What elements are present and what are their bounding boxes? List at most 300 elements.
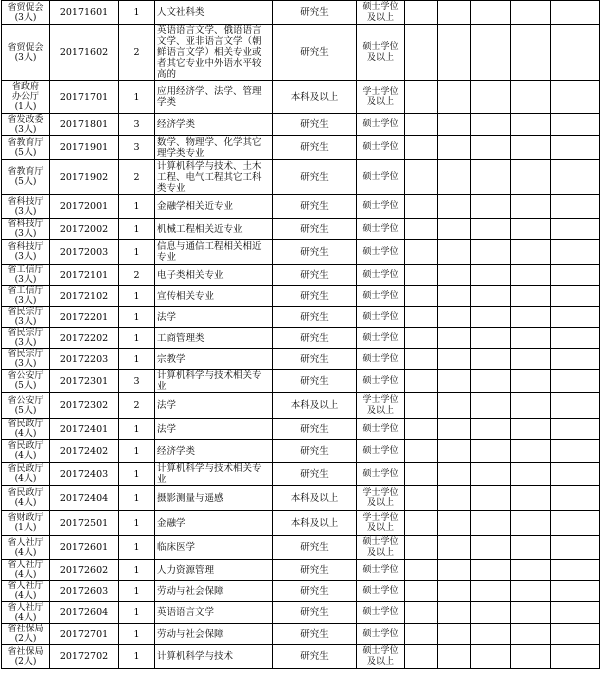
major-cell: 计算机科学与技术相关专业 (155, 463, 273, 486)
major-cell: 英语语言文学、俄语语言文学、亚非语言文学（朝鲜语言文学）相关专业或者其它专业中外语水平较高的 (155, 25, 273, 81)
empty-cell (405, 25, 438, 81)
headcount-cell: 1 (119, 286, 155, 307)
empty-cell (511, 511, 551, 536)
empty-cell (511, 25, 551, 81)
empty-cell (405, 265, 438, 286)
table-row (2, 440, 600, 463)
empty-cell (511, 440, 551, 463)
position-code-cell: 20171601 (50, 1, 119, 25)
degree-cell: 硕士学位 (357, 581, 405, 602)
position-code-cell: 20172101 (50, 265, 119, 286)
table-row (2, 160, 600, 195)
empty-cell (551, 307, 600, 328)
empty-cell (405, 511, 438, 536)
empty-cell (405, 440, 438, 463)
position-code-cell: 20172001 (50, 195, 119, 219)
education-cell: 研究生 (273, 536, 357, 560)
table-body (2, 1, 600, 669)
empty-cell (471, 160, 511, 195)
headcount-cell: 3 (119, 136, 155, 160)
empty-cell (511, 265, 551, 286)
major-cell: 机械工程相关近专业 (155, 219, 273, 240)
degree-cell: 硕士学位 (357, 286, 405, 307)
position-code-cell: 20172003 (50, 240, 119, 265)
headcount-cell: 1 (119, 419, 155, 440)
education-cell: 本科及以上 (273, 81, 357, 114)
degree-cell: 学士学位 及以上 (357, 511, 405, 536)
education-cell: 研究生 (273, 307, 357, 328)
table-row (2, 240, 600, 265)
empty-cell (511, 645, 551, 669)
empty-cell (471, 286, 511, 307)
headcount-cell: 2 (119, 265, 155, 286)
headcount-cell: 1 (119, 560, 155, 581)
major-cell: 劳动与社会保障 (155, 581, 273, 602)
empty-cell (511, 286, 551, 307)
empty-cell (438, 265, 471, 286)
major-cell: 经济学类 (155, 114, 273, 136)
empty-cell (471, 419, 511, 440)
department-cell: 省人社厅 (4人) (2, 581, 50, 602)
degree-cell: 硕士学位 (357, 160, 405, 195)
empty-cell (438, 160, 471, 195)
empty-cell (551, 370, 600, 393)
empty-cell (511, 307, 551, 328)
empty-cell (551, 349, 600, 370)
empty-cell (471, 440, 511, 463)
empty-cell (471, 536, 511, 560)
table-row (2, 286, 600, 307)
empty-cell (405, 160, 438, 195)
empty-cell (471, 393, 511, 419)
empty-cell (551, 240, 600, 265)
major-cell: 人文社科类 (155, 1, 273, 25)
empty-cell (405, 624, 438, 645)
education-cell: 研究生 (273, 560, 357, 581)
empty-cell (405, 286, 438, 307)
department-cell: 省政府 办公厅 (1人) (2, 81, 50, 114)
empty-cell (438, 195, 471, 219)
empty-cell (438, 511, 471, 536)
empty-cell (471, 25, 511, 81)
table-row (2, 511, 600, 536)
empty-cell (438, 393, 471, 419)
empty-cell (471, 328, 511, 349)
education-cell: 研究生 (273, 265, 357, 286)
empty-cell (551, 81, 600, 114)
empty-cell (438, 560, 471, 581)
empty-cell (471, 265, 511, 286)
position-code-cell: 20172403 (50, 463, 119, 486)
position-code-cell: 20172203 (50, 349, 119, 370)
education-cell: 研究生 (273, 624, 357, 645)
degree-cell: 硕士学位 及以上 (357, 1, 405, 25)
headcount-cell: 1 (119, 328, 155, 349)
empty-cell (551, 1, 600, 25)
empty-cell (471, 219, 511, 240)
empty-cell (551, 602, 600, 624)
department-cell: 省人社厅 (4人) (2, 536, 50, 560)
table-row (2, 349, 600, 370)
position-code-cell: 20172202 (50, 328, 119, 349)
department-cell: 省社保局 (2人) (2, 645, 50, 669)
department-cell: 省民政厅 (4人) (2, 486, 50, 511)
table-row (2, 602, 600, 624)
empty-cell (405, 645, 438, 669)
major-cell: 经济学类 (155, 440, 273, 463)
position-code-cell: 20172002 (50, 219, 119, 240)
major-cell: 金融学相关近专业 (155, 195, 273, 219)
empty-cell (551, 536, 600, 560)
table-row (2, 624, 600, 645)
empty-cell (551, 624, 600, 645)
empty-cell (471, 624, 511, 645)
department-cell: 省教育厅 (5人) (2, 160, 50, 195)
department-cell: 省人社厅 (4人) (2, 602, 50, 624)
empty-cell (511, 219, 551, 240)
education-cell: 研究生 (273, 195, 357, 219)
major-cell: 计算机科学与技术相关专业 (155, 370, 273, 393)
education-cell: 研究生 (273, 328, 357, 349)
position-code-cell: 20172201 (50, 307, 119, 328)
degree-cell: 硕士学位 (357, 560, 405, 581)
empty-cell (511, 536, 551, 560)
empty-cell (551, 114, 600, 136)
education-cell: 本科及以上 (273, 511, 357, 536)
empty-cell (471, 370, 511, 393)
headcount-cell: 2 (119, 25, 155, 81)
major-cell: 法学 (155, 307, 273, 328)
empty-cell (405, 581, 438, 602)
table-row (2, 328, 600, 349)
empty-cell (438, 602, 471, 624)
empty-cell (471, 240, 511, 265)
empty-cell (438, 328, 471, 349)
position-code-cell: 20171901 (50, 136, 119, 160)
empty-cell (511, 393, 551, 419)
empty-cell (551, 393, 600, 419)
department-cell: 省发改委 (3人) (2, 114, 50, 136)
empty-cell (438, 25, 471, 81)
table-row (2, 419, 600, 440)
empty-cell (471, 114, 511, 136)
education-cell: 本科及以上 (273, 393, 357, 419)
empty-cell (405, 195, 438, 219)
table-row (2, 581, 600, 602)
degree-cell: 硕士学位 (357, 114, 405, 136)
empty-cell (405, 536, 438, 560)
empty-cell (551, 219, 600, 240)
empty-cell (511, 486, 551, 511)
education-cell: 研究生 (273, 602, 357, 624)
empty-cell (551, 560, 600, 581)
headcount-cell: 1 (119, 307, 155, 328)
empty-cell (511, 581, 551, 602)
headcount-cell: 1 (119, 511, 155, 536)
table-row (2, 219, 600, 240)
degree-cell: 学士学位 及以上 (357, 486, 405, 511)
empty-cell (511, 328, 551, 349)
position-code-cell: 20172402 (50, 440, 119, 463)
empty-cell (438, 1, 471, 25)
education-cell: 研究生 (273, 114, 357, 136)
education-cell: 研究生 (273, 440, 357, 463)
empty-cell (438, 370, 471, 393)
major-cell: 计算机科学与技术 (155, 645, 273, 669)
degree-cell: 硕士学位 及以上 (357, 536, 405, 560)
degree-cell: 硕士学位 (357, 265, 405, 286)
empty-cell (471, 511, 511, 536)
empty-cell (511, 349, 551, 370)
empty-cell (405, 136, 438, 160)
major-cell: 人力资源管理 (155, 560, 273, 581)
empty-cell (551, 511, 600, 536)
table-row (2, 536, 600, 560)
degree-cell: 学士学位 及以上 (357, 393, 405, 419)
education-cell: 研究生 (273, 219, 357, 240)
degree-cell: 硕士学位 (357, 195, 405, 219)
empty-cell (405, 560, 438, 581)
degree-cell: 硕士学位 (357, 624, 405, 645)
empty-cell (471, 349, 511, 370)
department-cell: 省民政厅 (4人) (2, 440, 50, 463)
major-cell: 数学、物理学、化学其它理学类专业 (155, 136, 273, 160)
department-cell: 省财政厅 (1人) (2, 511, 50, 536)
headcount-cell: 1 (119, 1, 155, 25)
table-row (2, 393, 600, 419)
empty-cell (551, 645, 600, 669)
recruitment-table (1, 0, 600, 669)
empty-cell (438, 219, 471, 240)
department-cell: 省民宗厅 (3人) (2, 328, 50, 349)
position-code-cell: 20172102 (50, 286, 119, 307)
education-cell: 研究生 (273, 463, 357, 486)
empty-cell (511, 136, 551, 160)
degree-cell: 硕士学位 及以上 (357, 645, 405, 669)
major-cell: 宗教学 (155, 349, 273, 370)
education-cell: 研究生 (273, 370, 357, 393)
empty-cell (438, 419, 471, 440)
education-cell: 研究生 (273, 286, 357, 307)
empty-cell (511, 602, 551, 624)
position-code-cell: 20171801 (50, 114, 119, 136)
empty-cell (405, 307, 438, 328)
empty-cell (511, 160, 551, 195)
degree-cell: 硕士学位 (357, 219, 405, 240)
empty-cell (405, 114, 438, 136)
empty-cell (405, 393, 438, 419)
position-code-cell: 20171902 (50, 160, 119, 195)
headcount-cell: 1 (119, 240, 155, 265)
empty-cell (438, 624, 471, 645)
empty-cell (471, 136, 511, 160)
position-code-cell: 20171701 (50, 81, 119, 114)
degree-cell: 硕士学位 (357, 370, 405, 393)
department-cell: 省科技厅 (3人) (2, 195, 50, 219)
empty-cell (551, 463, 600, 486)
empty-cell (405, 602, 438, 624)
empty-cell (511, 560, 551, 581)
department-cell: 省民政厅 (4人) (2, 419, 50, 440)
empty-cell (438, 440, 471, 463)
degree-cell: 硕士学位 (357, 440, 405, 463)
empty-cell (551, 265, 600, 286)
empty-cell (405, 219, 438, 240)
headcount-cell: 3 (119, 114, 155, 136)
table-row (2, 560, 600, 581)
education-cell: 研究生 (273, 25, 357, 81)
empty-cell (438, 286, 471, 307)
table-row (2, 463, 600, 486)
education-cell: 研究生 (273, 419, 357, 440)
empty-cell (405, 328, 438, 349)
empty-cell (511, 463, 551, 486)
major-cell: 信息与通信工程相关相近专业 (155, 240, 273, 265)
headcount-cell: 1 (119, 219, 155, 240)
empty-cell (405, 463, 438, 486)
empty-cell (511, 419, 551, 440)
table-row (2, 136, 600, 160)
major-cell: 金融学 (155, 511, 273, 536)
major-cell: 劳动与社会保障 (155, 624, 273, 645)
empty-cell (551, 286, 600, 307)
department-cell: 省贸促会 (3人) (2, 25, 50, 81)
major-cell: 临床医学 (155, 536, 273, 560)
table-row (2, 1, 600, 25)
empty-cell (511, 240, 551, 265)
position-code-cell: 20172702 (50, 645, 119, 669)
degree-cell: 硕士学位 (357, 419, 405, 440)
department-cell: 省科技厅 (3人) (2, 219, 50, 240)
major-cell: 宣传相关专业 (155, 286, 273, 307)
empty-cell (438, 349, 471, 370)
headcount-cell: 3 (119, 370, 155, 393)
empty-cell (471, 602, 511, 624)
position-code-cell: 20172603 (50, 581, 119, 602)
empty-cell (511, 114, 551, 136)
empty-cell (438, 463, 471, 486)
major-cell: 应用经济学、法学、管理学类 (155, 81, 273, 114)
table-row (2, 370, 600, 393)
department-cell: 省民政厅 (4人) (2, 463, 50, 486)
empty-cell (511, 624, 551, 645)
empty-cell (551, 160, 600, 195)
major-cell: 摄影测量与遥感 (155, 486, 273, 511)
department-cell: 省民宗厅 (3人) (2, 307, 50, 328)
degree-cell: 硕士学位 (357, 349, 405, 370)
table-row (2, 486, 600, 511)
position-code-cell: 20172404 (50, 486, 119, 511)
empty-cell (438, 486, 471, 511)
empty-cell (551, 419, 600, 440)
empty-cell (438, 645, 471, 669)
empty-cell (438, 81, 471, 114)
education-cell: 本科及以上 (273, 486, 357, 511)
department-cell: 省工信厅 (3人) (2, 265, 50, 286)
empty-cell (471, 307, 511, 328)
empty-cell (551, 328, 600, 349)
table-row (2, 265, 600, 286)
table-row (2, 195, 600, 219)
empty-cell (438, 581, 471, 602)
headcount-cell: 1 (119, 581, 155, 602)
education-cell: 研究生 (273, 645, 357, 669)
degree-cell: 硕士学位 及以上 (357, 25, 405, 81)
table-row (2, 307, 600, 328)
degree-cell: 硕士学位 (357, 602, 405, 624)
department-cell: 省工信厅 (3人) (2, 286, 50, 307)
empty-cell (551, 486, 600, 511)
major-cell: 法学 (155, 419, 273, 440)
empty-cell (551, 581, 600, 602)
empty-cell (438, 536, 471, 560)
degree-cell: 硕士学位 (357, 136, 405, 160)
headcount-cell: 2 (119, 160, 155, 195)
position-code-cell: 20172601 (50, 536, 119, 560)
department-cell: 省科技厅 (3人) (2, 240, 50, 265)
education-cell: 研究生 (273, 240, 357, 265)
position-code-cell: 20172701 (50, 624, 119, 645)
education-cell: 研究生 (273, 1, 357, 25)
department-cell: 省人社厅 (4人) (2, 560, 50, 581)
department-cell: 省公安厅 (5人) (2, 370, 50, 393)
headcount-cell: 1 (119, 602, 155, 624)
empty-cell (471, 581, 511, 602)
empty-cell (471, 645, 511, 669)
position-code-cell: 20172604 (50, 602, 119, 624)
empty-cell (405, 1, 438, 25)
empty-cell (438, 136, 471, 160)
major-cell: 英语语言文学 (155, 602, 273, 624)
table-row (2, 81, 600, 114)
empty-cell (471, 81, 511, 114)
position-code-cell: 20172401 (50, 419, 119, 440)
headcount-cell: 1 (119, 195, 155, 219)
empty-cell (471, 486, 511, 511)
major-cell: 法学 (155, 393, 273, 419)
empty-cell (405, 240, 438, 265)
headcount-cell: 1 (119, 645, 155, 669)
empty-cell (471, 463, 511, 486)
degree-cell: 学士学位 及以上 (357, 81, 405, 114)
empty-cell (551, 136, 600, 160)
headcount-cell: 1 (119, 349, 155, 370)
headcount-cell: 1 (119, 624, 155, 645)
education-cell: 研究生 (273, 160, 357, 195)
major-cell: 电子类相关专业 (155, 265, 273, 286)
empty-cell (405, 81, 438, 114)
empty-cell (511, 1, 551, 25)
empty-cell (405, 370, 438, 393)
empty-cell (471, 560, 511, 581)
empty-cell (471, 1, 511, 25)
major-cell: 计算机科学与技术、土木工程、电气工程其它工科类专业 (155, 160, 273, 195)
education-cell: 研究生 (273, 136, 357, 160)
headcount-cell: 1 (119, 536, 155, 560)
empty-cell (405, 486, 438, 511)
table-row (2, 645, 600, 669)
position-code-cell: 20172301 (50, 370, 119, 393)
major-cell: 工商管理类 (155, 328, 273, 349)
empty-cell (511, 195, 551, 219)
headcount-cell: 1 (119, 486, 155, 511)
empty-cell (405, 419, 438, 440)
degree-cell: 硕士学位 (357, 240, 405, 265)
empty-cell (405, 349, 438, 370)
department-cell: 省社保局 (2人) (2, 624, 50, 645)
empty-cell (551, 440, 600, 463)
headcount-cell: 1 (119, 463, 155, 486)
